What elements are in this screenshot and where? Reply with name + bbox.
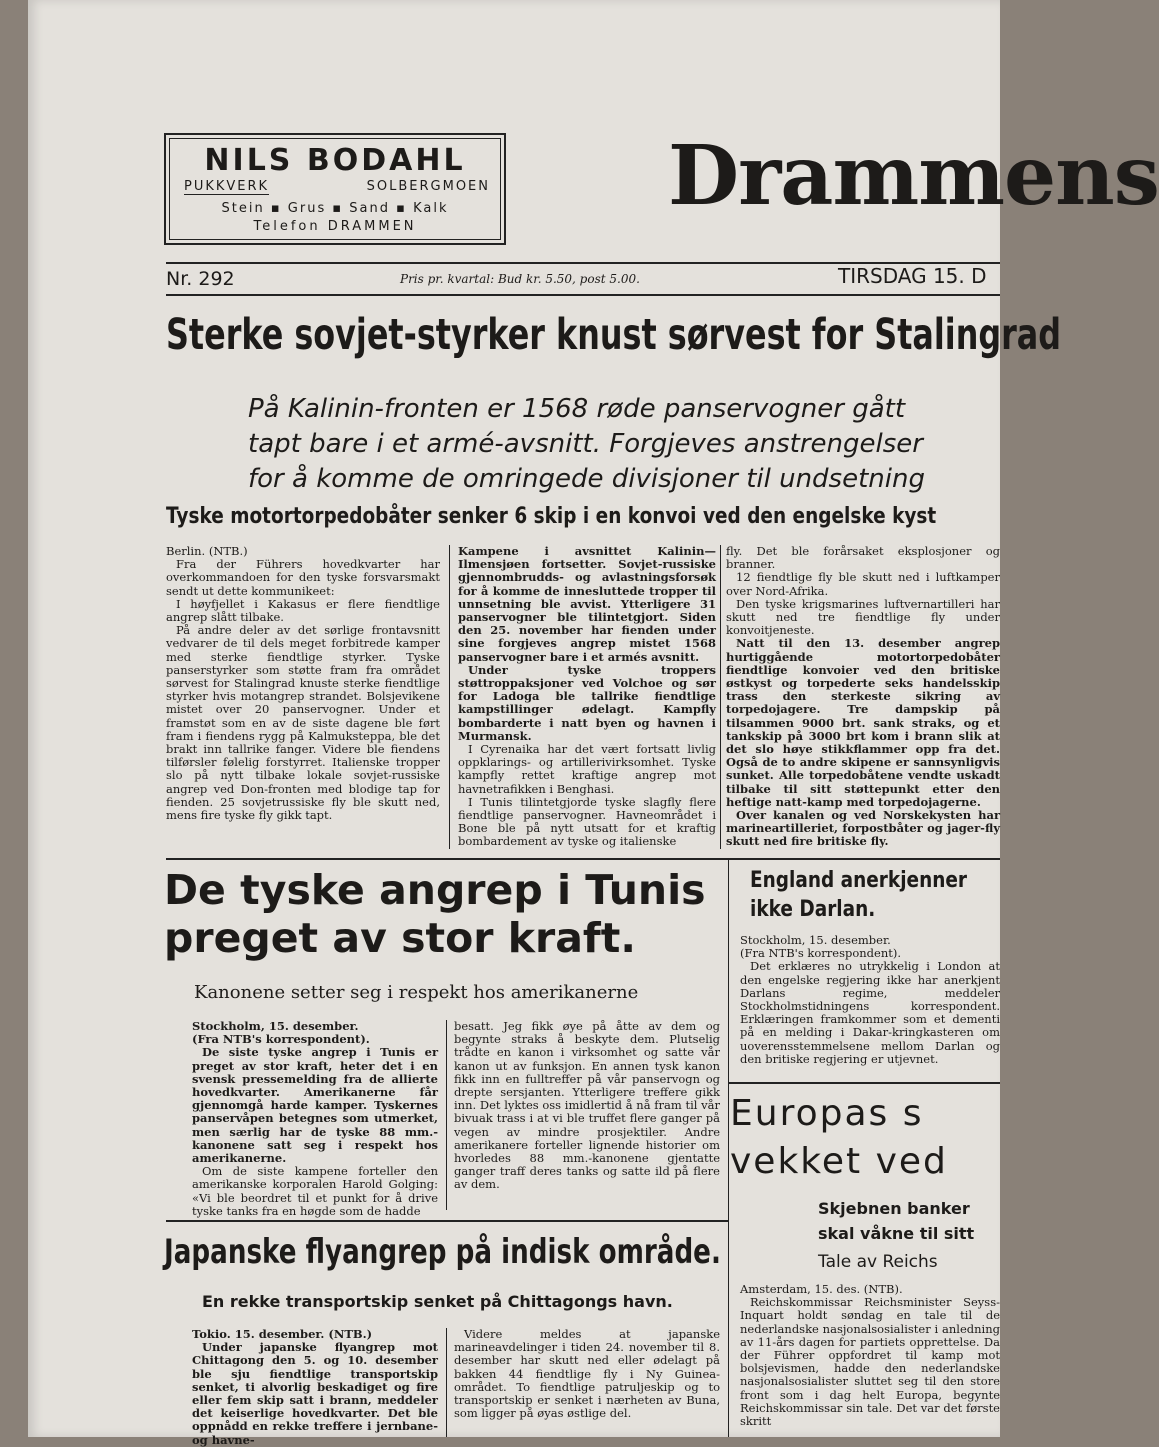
europa-speech-label: Tale av Reichs — [818, 1252, 938, 1272]
subheadline-line-3: for å komme de omringede divisjoner til undsetning — [248, 464, 925, 494]
column-divider — [449, 545, 450, 849]
tunis-column-2 — [454, 1020, 720, 1192]
europa-headline-line-2: vekket ved — [730, 1141, 948, 1182]
europa-headline-line-1: Europas s — [730, 1093, 924, 1134]
section-rule — [166, 1220, 728, 1222]
tunis-headline: De tyske angrep i Tunis preget av stor kraft. — [164, 866, 706, 962]
masthead-rule-bottom — [166, 294, 1000, 296]
japan-headline: Japanske flyangrep på indisk område. — [164, 1232, 721, 1272]
europa-dateline: Amsterdam, 15. des. (NTB). — [740, 1282, 903, 1296]
europa-subheadline — [818, 1196, 974, 1246]
tunis-paragraph: besatt. Jeg fikk øye på åtte av dem og begynte straks å beskyte dem. Plutselig trådte en kanon i virksomhet og satte vår kanon ut av funksjon. En annen tysk kanon fikk inn en fulltreffer på vår panservogn og drepte sersjanten. Ytterligere treffere gikk inn. Det lyktes oss imidlertid å nå fram til vår bivuak trass i at vi ble truffet flere ganger på vegen av mindre prosjektiler. Andre amerikanere forteller lignende historier om hvorledes 88 mm.-kanonene gjentatte ganger traff deres tanks og satte ild på flere av dem. — [454, 1019, 720, 1192]
column-divider — [446, 1020, 447, 1210]
column-divider — [728, 860, 729, 1437]
masthead-title: Drammens — [668, 128, 1159, 224]
subscription-price: Pris pr. kvartal: Bud kr. 5.50, post 5.00. — [400, 272, 640, 286]
advertiser-name: NILS BODAHL — [204, 143, 466, 178]
article1-paragraph: fly. Det ble forårsaket eksplosjoner og branner. — [726, 544, 1000, 572]
column-divider — [446, 1328, 447, 1437]
japan-dateline: Tokio. 15. desember. (NTB.) — [192, 1327, 373, 1341]
advertiser-business: PUKKVERK — [184, 179, 270, 194]
article1-paragraph: 12 fiendtlige fly ble skutt ned i luftkamper over Nord-Afrika. — [726, 570, 1000, 598]
article1-paragraph: Over kanalen og ved Norskekysten har marineartilleriet, forpostbåter og jager-fly skutt ned fire britiske fly. — [726, 808, 1000, 849]
england-paragraph: Det erklæres no utrykkelig i London at den engelske regjering ikke har anerkjent Darlans regime, meddeler Stockholmstidningens korrespondent. Erklæringen framkommer som et dementi på en melding i Dakar-kringkasteren om uoverensstemmelsene mellom Darlan og den britiske regjering er utjevnet. — [740, 959, 1000, 1066]
article1-paragraph: Den tyske krigsmarines luftvernartilleri har skutt ned tre fiendtlige fly under konvoitjeneste. — [726, 596, 1000, 638]
main-headline: Sterke sovjet-styrker knust sørvest for Stalingrad — [166, 310, 1062, 360]
section-rule — [728, 1082, 1000, 1084]
article1-paragraph: Under tyske troppers støttroppaksjoner ved Volchoe og sør for Ladoga ble tallrike fiendtlige kampstillinger ødelagt. Kampfly bombarderte i natt byen og havnen i Murmansk. — [458, 662, 716, 743]
article1-paragraph: Fra der Führers hovedkvarter har overkommandoen for den tyske forsvarsmakt sendt ut dette kommunikeet: — [166, 557, 440, 598]
article1-column-1 — [166, 545, 440, 822]
subheadline-line-1: På Kalinin-fronten er 1568 røde panservogner gått — [248, 394, 906, 424]
england-source: (Fra NTB's korrespondent). — [740, 946, 901, 961]
secondary-headline: Tyske motortorpedobåter senker 6 skip i en konvoi ved den engelske kyst — [166, 504, 937, 529]
europa-body — [740, 1283, 1000, 1437]
article1-paragraph: Natt til den 13. desember angrep hurtiggående motortorpedobåter fiendtlige konvoier ved den britiske østkyst og torpederte seks handelsskip trass den sterkeste sikring av torpedojagere. Tre dampskip på tilsammen 9000 brt. sank straks, og et tankskip på 3000 brt kom i brann slik at det slo høye stikkflammer opp fra det. Også de to andre skipene er sannsynligvis sunket. Alle torpedobåtene vendte uskadt tilbake til sitt støttepunkt etter den heftige natt-kamp med torpedojagerne. — [726, 636, 1000, 809]
europa-paragraph: Reichskommissar Reichsminister Seyss-Inquart holdt søndag en tale til de nederlandske nasjonalsosialister i anledning av 11-års dagen for partiets opprettelse. Da der Führer oppfordret til kamp mot bolsjevismen, hadde den nederlandske nasjonalsosialister sluttet seg til den store front som i dag helt Europa, begynte Reichskommissar sin tale. Det var det første skritt — [740, 1295, 1000, 1429]
newspaper-page — [28, 0, 1159, 1447]
england-headline-text: England anerkjenner ikke Darlan. — [750, 868, 968, 922]
article1-paragraph: På andre deler av det sørlige frontavsnitt vedvarer de til dels meget forbitrede kamper med sterke fiendtlige styrker. Tyske panserstyrker som støtte fram fra området sørvest for Stalingrad knuste sterke fiendtlige styrker hvis motangrep strandet. Bolsjevikene mistet over 20 panservogner. Under et framstøt som en av de siste dagene ble ført fram i fiendens rygg på Kalmuksteppa, ble det brakt inn tallrike fanger. Videre ble fiendens tilførsler følelig forstyrret. Italienske tropper slo på nytt tilbake lokale sovjet-russiske angrep ved Don-fronten med blodige tap for fienden. 25 sovjetrussiske fly ble skutt ned, mens fire tyske fly gikk tapt. — [166, 623, 440, 823]
tunis-dateline: Stockholm, 15. desember. — [192, 1019, 359, 1033]
tunis-source: (Fra NTB's korrespondent). — [192, 1032, 370, 1047]
article1-column-2 — [458, 545, 716, 849]
article1-paragraph: I Tunis tilintetgjorde tyske slagfly flere fiendtlige panservogner. Havneområdet i Bone ble på nytt utsatt for et kraftig bombardement av tyske og italienske — [458, 794, 716, 849]
advertiser-location: SOLBERGMOEN — [366, 179, 490, 194]
subheadline-line-2: tapt bare i et armé-avsnitt. Forgjeves anstrengelser — [248, 429, 923, 459]
england-dateline: Stockholm, 15. desember. — [740, 933, 891, 947]
advertiser-products: Stein ▪ Grus ▪ Sand ▪ Kalk — [221, 201, 449, 216]
japan-paragraph: Under japanske flyangrep mot Chittagong den 5. og 10. desember ble sju fiendtlige transportskip senket, ti alvorlig beskadiget og fire eller fem skip satt i brann, meddeler det keiserlige hovedkvarter. Det ble oppnådd en rekke treffere i jernbane- og havne- — [192, 1340, 438, 1447]
advertisement-box — [164, 133, 506, 245]
europa-subheadline-line-1: Skjebnen banker — [818, 1199, 970, 1218]
japan-column-1 — [192, 1327, 438, 1447]
section-rule — [166, 858, 1000, 860]
article1-paragraph: Kampene i avsnittet Kalinin—Ilmensjøen fortsetter. Sovjet-russiske gjennombrudds- og avlastningsforsøk for å komme de innesluttede tropper til unnsetning ble avvist. Ytterligere 31 panservogner ble tilintetgjort. Siden den 25. november har fienden under sine forgjeves angrep mistet 1568 panservogner bare i et armés avsnitt. — [458, 544, 716, 664]
japan-subheadline: En rekke transportskip senket på Chittagongs havn. — [202, 1292, 673, 1311]
article1-paragraph: I høyfjellet i Kakasus er flere fiendtlige angrep slått tilbake. — [166, 596, 440, 625]
article1-dateline: Berlin. (NTB.) — [166, 544, 248, 558]
issue-date: TIRSDAG 15. D — [838, 264, 987, 288]
article1-column-3 — [726, 545, 1000, 849]
advertiser-phone: Telefon DRAMMEN — [253, 219, 417, 234]
japan-paragraph: Videre meldes at japanske marineavdelinger i tiden 24. november til 8. desember har skutt ned eller ødelagt på bakken 44 fiendtlige fly i Ny Guinea-området. To fiendtlige patruljeskip og to transportskip er senket i nærheten av Buna, som ligger på øyas østlige del. — [454, 1327, 720, 1421]
issue-number: Nr. 292 — [166, 268, 235, 290]
europa-headline — [730, 1090, 948, 1186]
column-divider — [720, 545, 721, 849]
tunis-column-1 — [192, 1020, 438, 1218]
article1-paragraph: I Cyrenaika har det vært fortsatt livlig oppklarings- og artillerivirksomhet. Tyske kampfly rettet kraftige angrep mot havnetrafikken i Benghasi. — [458, 742, 716, 796]
england-body — [740, 934, 1000, 1078]
tunis-paragraph: Om de siste kampene forteller den amerikanske korporalen Harold Golging: «Vi ble beordret til et punkt for å drive tyske tanks fra en høgde som de hadde — [192, 1164, 438, 1218]
europa-subheadline-line-2: skal våkne til sitt — [818, 1224, 975, 1243]
tunis-paragraph: De siste tyske angrep i Tunis er preget av stor kraft, heter det i en svensk pressemelding fra de allierte hovedkvarter. Amerikanerne får gjennomgå harde kamper. Tyskernes panservåpen betegnes som utmerket, men særlig har de tyske 88 mm.-kanonene satt seg i respekt hos amerikanerne. — [192, 1045, 438, 1166]
england-headline — [750, 866, 968, 924]
japan-column-2 — [454, 1328, 720, 1437]
tunis-subheadline: Kanonene setter seg i respekt hos amerikanerne — [194, 982, 639, 1003]
